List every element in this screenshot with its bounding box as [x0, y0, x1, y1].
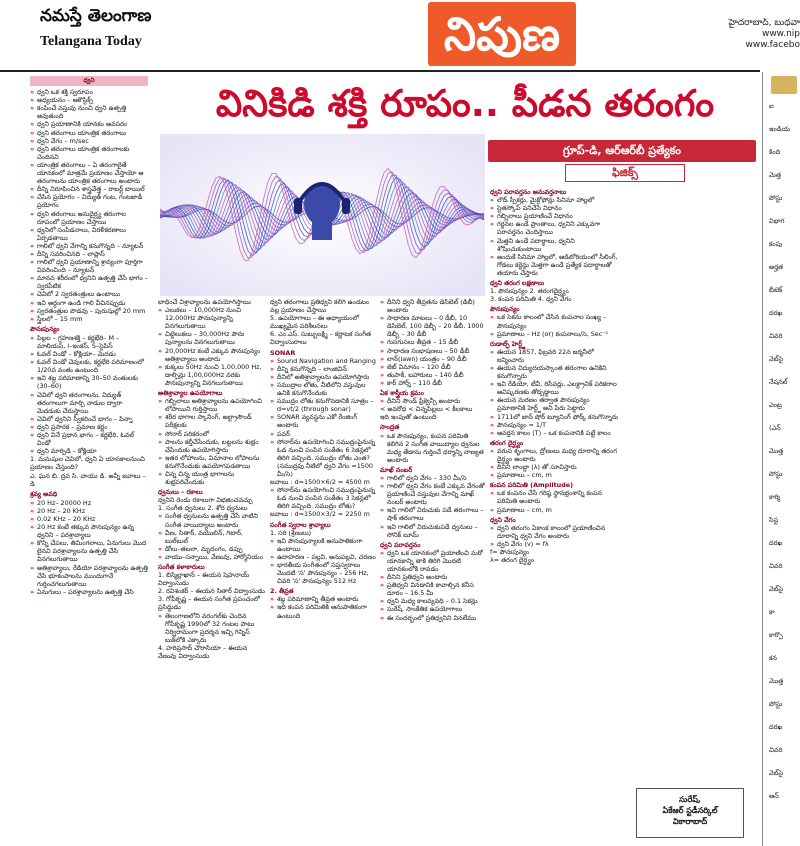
- bullet-item: » చిన్న చిన్న యంత్ర భాగాలను శుభ్రపరిచేందుకు: [158, 470, 266, 486]
- bullet-item: » ఒక పౌనఃపున్యం, కంపన పరిమితి కలిగిన 2 సంగీత వాయిద్యాల ధ్వనుల మధ్య తేడాను గుర్తించే ధర్మాన్ని నాణ్యత అంటారు: [380, 432, 486, 464]
- bullet-item: » ధ్వని వినే ప్రధాన భాగం – కర్ణభేరి, ఓవల్ విండో: [30, 431, 148, 447]
- bullet-item: » ప్రమాణాలు – cm, m: [490, 506, 620, 514]
- strip-line: విభాగ: [769, 217, 785, 225]
- bullet-item: » ధ్వని తరంగాలు యాంత్రిక తరంగాలకు చెందినవి: [30, 145, 148, 161]
- text-line: 2. రవిశంకర్ – ఈయన సితార్ విద్వాంసుడు: [158, 587, 265, 596]
- bullet-item: » సాధారణ మాటలు – 0 డీబీ, 10 డెసిబెల్, 100 డెబ్బీ – 20 డీబీ, 1000 డెబ్బీ – 30 డీబీ: [380, 314, 486, 338]
- bullet-item: » ఇవి పౌనఃపున్యాలకి ఆనుపాతికంగా ఉంటాయి: [270, 537, 376, 553]
- bullet-item: » గాలిలో ధ్వని ప్రయాణాన్ని శ్రావ్యంగా పూర్తిగా వివరించింది – న్యూటన్: [30, 258, 148, 274]
- bullet-item: » సోనార్‌ను ఉపయోగించి సముద్రంపైనున్న ఓడ నుంచి పంపిన సంకేతం 3 సెకన్లలో తిరిగి వచ్చింది. సముద్రం లోతు?: [270, 486, 376, 510]
- bullet-item: » గబ్బిలాలు అతిశ్రావ్యాలను ఉపయోగించి లోపాయిని గుర్తిస్తాయి: [158, 397, 266, 413]
- bullet-item: » చెవిలో ధ్వనిని స్వీకరించే భాగం – పిన్నా: [30, 415, 148, 423]
- strip-line: బీటెక్: [769, 286, 783, 294]
- strip-line: వెబ్‌సై: [769, 585, 784, 593]
- subheading: ధ్వని పరావర్తనం అనువర్తనాలు: [490, 188, 567, 196]
- subheading: 2. తీవ్రత: [270, 587, 294, 596]
- section-title: నిపుణ: [428, 2, 576, 66]
- text-line: 1. సరి (శ్రేణులు): [270, 528, 312, 537]
- strip-line: వెబ్‌సై: [769, 769, 784, 777]
- text-line: λ= తరంగ దైర్ఘ్యం: [490, 556, 535, 565]
- author-institute: ఏకేఆర్ స్టడీసర్కిల్: [662, 806, 718, 815]
- text-line: ధ్వని తరంగాలు ప్రతిధ్వని కలిగి ఉండటం వల్ల ప్రయాణం చేస్తాయి: [270, 298, 370, 315]
- text-line: ధ్వనిని రెండు రకాలుగా విభజించవచ్చు: [158, 496, 253, 505]
- subheading: మాఖ్ నంబర్: [380, 465, 413, 474]
- masthead-line: www.nip: [761, 29, 800, 39]
- bullet-item: » వాయు–సన్నాయి, వేణువు, హార్మోనియం: [158, 553, 266, 561]
- bullet-item: » ధ్వని తరంగాలు యాంత్రిక తరంగాలు: [30, 129, 148, 137]
- bullet-item: » ధ్వని వేగం – m/sec: [30, 137, 148, 145]
- text-line: బాధించే విశ్రావ్యాలను ఉపయోగిస్తాయి: [158, 298, 251, 306]
- bullet-item: » లౌడ్ స్పీకర్లు, మైక్రోఫోన్లు సినిమా హాల్లలో: [490, 196, 620, 204]
- subheading: కంపన పరిమితి (Amplitude): [490, 481, 574, 490]
- mcq-question: 1. మనుషుల చెవిలో, ధ్వని ఏ యానకాలనుంచి ప్రయాణం చేస్తుంది?: [30, 455, 145, 472]
- bullet-item: » అందుకే సినిమా హాల్లలో, ఆడిటోరియంలో సీలింగ్, గోడలు కర్టెన్లు మెత్తగా ఉండే ప్రత్యేక పదార్థాలతో తయారు చేస్తారు: [490, 253, 620, 277]
- bullet-item: » గాలిలో ధ్వని వేగం – 330 మీ/సె: [380, 474, 486, 482]
- text-line: 1. బిస్మిల్లాఖాన్ – ఈయన షెహనాయ్ విద్వాంసుడు: [158, 571, 250, 588]
- text-line: 6. ఎం.ఎస్. సుబ్బులక్ష్మి – కర్ణాటక సంగీత విద్వాంసురాలు: [270, 330, 371, 347]
- bullet-item: » మెత్తని ఉండే పదార్థాలు, ధ్వనిని శోషించుకుంటాయి: [490, 237, 620, 253]
- bullet-item: » ఇవి గాలిలో విరుచుకుపడే ధ్వనులు – సోనిక్ బూమ్: [380, 523, 486, 539]
- text-line: జవాబు : d=1500×3/2 = 2250 m: [270, 510, 370, 519]
- bullet-item: » ప్రమాణాలు – cm, m: [490, 471, 620, 479]
- bullet-item: » పౌనఃపున్యం = 1/T: [490, 421, 620, 429]
- subheading: ఏక శాస్త్రీయ క్రమం: [380, 389, 424, 398]
- bullet-item: » ఉదాహరణ – పల్లవి, అనుపల్లవి, చరణం: [270, 553, 376, 561]
- strip-line: వెబ్‌సై: [769, 355, 784, 363]
- author-location: వికారాబాద్: [672, 817, 708, 826]
- strip-line: కన: [769, 654, 777, 662]
- subheading: ధ్వని తరంగ లక్షణాలు: [490, 279, 545, 288]
- bullet-item: » SONAR వ్యవస్థను ఎకో రేంజింగ్ అంటారు: [270, 413, 376, 429]
- bullet-item: » సంగీత ధ్వనులను ఉత్పత్తి చేసే వాటిని సంగీత వాయిద్యాలు అంటారు: [158, 512, 266, 528]
- strip-line: పోస్టు: [769, 194, 783, 202]
- strip-line: కార్మి: [769, 493, 780, 501]
- text-line: ఇది ఇంపుతో ఉంటుంది: [380, 413, 437, 422]
- bullet-item: » వరుస శృంగాలు, ద్రోణులు మధ్య దూరాన్ని తరంగ దైర్ఘ్యం అంటారు: [490, 447, 620, 463]
- bullet-item: » ప్రతిధ్వని వినడానికి కావాల్సిన కనీస దూరం – 16.5 మీ: [380, 581, 486, 597]
- right-notification-strip: [762, 72, 800, 846]
- bullet-item: » గాలిలో ధ్వని వేగం కంటే ఎక్కువ వేగంతో ప్రయాణించే వస్తువుల వేగాన్ని మాఖ్ నంబర్ అంటారు: [380, 482, 486, 506]
- left-heading: శ్రవ్య అవధి: [30, 489, 58, 498]
- strip-line: దరఖ: [769, 539, 783, 547]
- author-name: సురేష్,: [679, 795, 701, 804]
- bullet-item: » సురేష్, సాంకేతిక ఉపయోగాలు: [380, 605, 486, 613]
- bullet-item: » ధ్వని తరంగం ఏకాంక కాలంలో ప్రయాణించిన దూరాన్ని ధ్వని వేగం అంటారు: [490, 524, 620, 540]
- strip-line: మొత్త: [769, 447, 784, 455]
- article-column-1: [158, 298, 266, 842]
- bullet-item: » ఎలుకలు – 10,000Hz నుంచి 12,000Hz పౌనఃపున్యాన్ని వినగలుగుతాయి: [158, 306, 266, 330]
- author-box: [636, 788, 744, 838]
- bullet-item: » చెవిలో 2 స్వరతంత్రులు ఉంటాయి: [30, 290, 148, 298]
- text-line: 4. హరిప్రసాద్ చౌరాసియా – ఈయన వేణువు విద్వాంసుడు: [158, 643, 248, 661]
- bullet-item: » ఓవల్ విండో – కోక్లియా– మెదడు: [30, 350, 148, 358]
- masthead: [0, 0, 800, 72]
- bullet-item: » అతిశ్రావ్యాలు, రేడియో పరశ్రావ్యాలను ఉత్పత్తి చేసి భూకంపాలను ముందుగానే గుర్తించగలుగుతాయి: [30, 564, 148, 588]
- bullet-item: » దీనిని లాంబ్డా (λ) తో సూచిస్తారు: [490, 463, 620, 471]
- waveform-graphic: [160, 134, 485, 296]
- bullet-item: » 0.02 KHz – 20 KHz: [30, 515, 148, 523]
- bullet-item: » ఈ సందర్భంలో ప్రతిధ్వనిని వినలేము: [380, 614, 486, 622]
- bullet-item: » ఆవర్తన కాలం (T) – ఒక కంపనానికి పట్టే కాలం: [490, 429, 620, 437]
- bullet-item: » గాలిలో ధ్వని వేగాన్ని కనుగొన్నది – న్యూటన్: [30, 242, 148, 250]
- bullet-item: » ఇతర లోహాలను, విమానాల లోపాలను కనుగొనేందుకు ఉపయోగపడతాయి: [158, 454, 266, 470]
- newspaper-logo: [40, 6, 190, 50]
- bullet-item: » ధ్వని మధ్య కాలవ్యవధి – 0.1 సెకన్లు: [380, 597, 486, 605]
- bullet-item: » కొన్ని చేపలు, తిమింగలాలు, ఏనుగులు మొద లైనవి పరశ్రావ్యాలను ఉత్పత్తి చేసి వినగలుగుతాయి: [30, 539, 148, 563]
- strip-line: కింది: [769, 148, 781, 156]
- bullet-item: » ధ్వనిలో సంపీడనాలు, విరళీకరణాలు ఏర్పడతాయి: [30, 226, 148, 242]
- bullet-item: » ధ్వని ఒక శక్తి స్వరూపం: [30, 88, 148, 96]
- bullet-item: » ధ్వని ప్రసారక – ప్రమాణ కర్ణం: [30, 423, 148, 431]
- bullet-item: » గుసగుసలు తీవ్రత – 15 డీబీ: [380, 338, 486, 346]
- text-line: జవాబు : d=1500×6/2 = 4500 m: [270, 478, 370, 487]
- text-line: f= పౌనఃపున్యం: [490, 548, 530, 557]
- bullet-item: » ఇది కంపన పరిమితికి ఆనుపాతికంగా ఉంటుంది: [270, 603, 376, 619]
- bullet-item: » 20 Hz – 20 KHz: [30, 507, 148, 515]
- subheading: ధ్వనులు – రకాలు: [158, 488, 203, 497]
- left-heading: పౌనఃపున్యం: [30, 324, 60, 333]
- bullet-item: » ధ్వని ప్రయాణానికి యానకం అవసరం: [30, 120, 148, 128]
- books-icon: [771, 76, 797, 94]
- bullet-item: » ఈయన మరణం తర్వాత పౌనఃపున్యం ప్రమాణానికి హెర్ట్జ్ అని పేరు పెట్టారు: [490, 396, 620, 412]
- strip-line: ఎంట్ర: [769, 401, 782, 409]
- text-line: 3. కంపన పరిమితి 4. ధ్వని వేగం: [490, 295, 572, 304]
- article-headline: వినికిడి శక్తి రూపం.. పీడన తరంగం: [215, 82, 715, 125]
- subheading: సాంద్రత: [380, 423, 400, 432]
- bullet-item: » దీనిని సౌండ్ ఫ్రీక్వెన్సీ అంటారు: [380, 397, 486, 405]
- subheading: పౌనఃపున్యం: [490, 305, 520, 314]
- strip-line: అర్హత: [769, 263, 784, 271]
- bullet-item: » ఈయన విద్యుదయస్కాంత తరంగాల ఉనికిని కనుగొన్నారు: [490, 364, 620, 380]
- bullet-item: » ధ్వని ఒక యానకంలో ప్రయాణించి మరో యానకాన్ని తాకి తిరిగి మొదటి యానకంలోకి రావడం: [380, 549, 486, 573]
- bullet-item: » డోలు–తబలా, మృదంగం, డప్పు: [158, 545, 266, 553]
- bullet-item: » మానవ శరీరంలో ధ్వనిని ఉత్పత్తి చేసే భాగం – స్వరపేటిక: [30, 274, 148, 290]
- bullet-item: » యాంత్రిక తరంగాలు – ఏ తరంగాలైతే యానకంలో మాత్రమే ప్రయాణం చేస్తాయో ఆ తరంగాలను యాంత్రిక తరంగాలు అంటారు: [30, 161, 148, 185]
- text-line: < అవరోధ < చిన్నపిల్లలు < కీలకాలు: [380, 405, 473, 414]
- bullet-item: » పాలను కల్తీచేసేందుకు, బట్టలను శుభ్రం చేసేందుకు ఉపయోగిస్తారు: [158, 438, 266, 454]
- bullet-item: » Sound Navigation and Ranging: [270, 357, 376, 365]
- bullet-item: » 20 Hz కంటే తక్కువ పౌనఃపున్యం ఉన్న ధ్వనిని – పరశ్రావ్యాలు: [30, 523, 148, 539]
- text-line: 1. సంగీత ధ్వనులు 2. శోర ధ్వనులు: [158, 504, 248, 513]
- bullet-item: » చిట్టెలుకలు – 30,000Hz పౌనః పున్యాలను వినగలుగుతాయి: [158, 330, 266, 346]
- bullet-item: » శరీర భాగాల స్కానింగ్, అల్ట్రాసౌండ్ పరీక్షలకు: [158, 413, 266, 429]
- bullet-item: » పిల్లల – గ్రహణశక్తి – కర్ణభేరి– M – మాలియస్, I–ఇంకస్, S–స్టెపిస్: [30, 334, 148, 350]
- masthead-line: హైదరాబాద్, బుధవా: [728, 18, 800, 28]
- subheading: సంగీత కళాకారులు: [158, 563, 205, 571]
- bullet-item: » లాన్(lawn) యంత్రం – 90 డీబీ: [380, 355, 486, 363]
- text-line: 3. గోపీకృష్ణ – ఈయన సంగీత ప్రపంచంలో ప్రసిద్ధుడు: [158, 595, 261, 612]
- logo-english: Telangana Today: [40, 34, 142, 49]
- bullet-item: » గర్జనల ఉండే ప్రాంతాలు, ధ్వనిని ఎక్కువగా పరావర్తనం చెందిస్తాయి: [490, 220, 620, 236]
- strip-line: మొత్త: [769, 677, 784, 685]
- article-column-4: [490, 186, 620, 842]
- strip-line: కంపు: [769, 240, 783, 248]
- bullet-item: » తెలంగాణలోని వరంగల్‌కు చెందిన గోపీకృష్ణ 1990లో 32 గంటల పాటు నిర్విరామంగా ప్రదర్శన ఇచ్చి గిన్నిస్ బుక్‌లోకి ఎక్కారు: [158, 612, 266, 644]
- strip-line: దరఖ: [769, 309, 783, 317]
- masthead-line: www.facebo: [745, 40, 800, 50]
- bullet-item: » స్వరతంత్రుల పొడవు – పురుషుల్లో 20 mm: [30, 307, 148, 315]
- strip-line: సిస్ట: [769, 516, 779, 524]
- strip-line: ఐ: [769, 102, 774, 110]
- subheading: అతిశ్రావ్యాల ఉపయోగాలు: [158, 389, 223, 398]
- bullet-item: » సముద్రం లోతు కనుగొనడానికి సూత్రం – d=vt/2 (through sonar): [270, 397, 376, 413]
- bullet-item: » దీనిని ప్రతిధ్వని అంటారు: [380, 573, 486, 581]
- subject-label: ఫిజిక్స్: [565, 164, 685, 182]
- masthead-info: [650, 18, 800, 51]
- subheading: సంగీత స్వరాల శ్రావ్యాలు: [270, 520, 331, 529]
- bullet-item: » దీన్ని కనుగొన్నది – లాంజివిన్: [270, 365, 376, 373]
- bullet-item: » వీణ, సితార్, వయొలిన్, గిటార్, బుల్‌బుల్: [158, 529, 266, 545]
- bullet-item: » సముద్రాల లోతు, నీటిలోని వస్తువుల ఉనికి కనుగొనేందుకు: [270, 381, 376, 397]
- bullet-item: » సోనార్‌ను ఉపయోగించి సముద్రంపైనున్న ఓడ నుంచి పంపిన సంకేతం 6 సెకన్లలో తిరిగి వచ్చింది. సముద్రం లోతు ఎంత? (సముద్రపు నీటిలో ధ్వని వేగం =1500 మీ/సె): [270, 438, 376, 478]
- bullet-item: » ఒక కంపనం చేసే గరిష్ఠ స్థానభ్రంశాన్ని కంపన పరిమితి అంటారు: [490, 489, 620, 505]
- bullet-item: » పవర్: [270, 430, 376, 438]
- bullet-item: » ఇవి గాలిలో విరుచుకు పడే తరంగాలు – షాక్ తరంగాలు: [380, 506, 486, 522]
- bullet-item: » ప్రమాణాలు – Hz (or) కంపనాలు/సె, Sec⁻¹: [490, 330, 620, 338]
- article-column-3: [380, 298, 486, 842]
- bullet-item: » అధ్యయనం – ఆకౌస్టిక్స్: [30, 96, 148, 104]
- strip-line: చివరి: [769, 746, 783, 754]
- bullet-item: » దీన్ని సవరించినది – లాప్లాస్: [30, 250, 148, 258]
- strip-line: కార్పొ: [769, 631, 783, 639]
- bullet-item: » 20 Hz– 20000 Hz: [30, 499, 148, 507]
- subheading: రుడాల్ఫ్ హెర్ట్జ్: [490, 339, 526, 348]
- subheading: ధ్వని వేగం: [490, 515, 516, 524]
- subheading: తరంగ దైర్ఘ్యం: [490, 438, 524, 447]
- subheading: ధ్వని పరావర్తనం: [380, 540, 421, 549]
- bullet-item: » 20,000Hz కంటే ఎక్కువ పౌనఃపున్యం అతిశ్రావ్యాలు అంటారు: [158, 347, 266, 363]
- bullet-item: » ధ్వని తరంగాలు అనుదైర్ఘ్య తరంగాల రూపంలో ప్రయాణం చేస్తాయి: [30, 210, 148, 226]
- bullet-item: » కుక్కలు 50Hz నుంచి 1,00,000 Hz, డాల్ఫిన్లు 1,00,000Hz వరకు పౌనఃపున్యాన్ని వినగలుగుతాయి: [158, 363, 266, 387]
- bullet-item: » ఓవల్ విండో చెవులకు, కర్ణభేరి పరిమాణంలో 1/20వ వంతు ఉంటుంది: [30, 358, 148, 374]
- bullet-item: » గబ్బిలాలు ప్రయాణించే విధానం: [490, 212, 620, 220]
- bullet-item: » దీనిలో అతిశ్రావ్యాలను ఉపయోగిస్తారు: [270, 373, 376, 381]
- strip-line: కా: [769, 608, 775, 616]
- strip-line: నేషనల్: [769, 378, 788, 386]
- left-column: [30, 76, 148, 842]
- bullet-item: » కంపించే వస్తువు నుంచి ధ్వని ఉత్పత్తి అవుతుంది: [30, 104, 148, 120]
- bullet-item: » 1711లో జాన్ షోర్ ట్యూనింగ్ ఫోర్క్ కనుగొన్నారు: [490, 413, 620, 421]
- bullet-item: » దీన్ని నిరూపించిన శాస్త్రవేత్త – రాబర్ట్ బాయిల్: [30, 185, 148, 193]
- strip-line: పోస్టు: [769, 470, 783, 478]
- bullet-item: » ధ్వని వేగం (v) = fλ: [490, 540, 620, 548]
- strip-line: (ఎన్: [769, 424, 781, 432]
- bullet-item: » ఇవి శబ్ద పరిమాణాన్ని 30–50 వంతులకు (30–60): [30, 374, 148, 390]
- bullet-item: » స్త్రీలలో – 15 mm: [30, 315, 148, 323]
- bullet-item: » జెట్ విమానం – 120 డీబీ: [380, 363, 486, 371]
- bullet-item: » సాధారణ సంభాషణలు – 50 డీబీ: [380, 347, 486, 355]
- bullet-item: » శబ్ద పరిమాణాన్ని తీవ్రత అంటారు: [270, 595, 376, 603]
- bullet-item: » సోనార్ పరికరంలో: [158, 430, 266, 438]
- bullet-item: » చెవిలో ధ్వని తరంగాలను, విద్యుత్ తరంగాలుగా మార్చి నాడుల ద్వారా మెదడుకు చేరుస్తాయి: [30, 391, 148, 415]
- bullet-item: » ధ్వని మార్పిడి – కోక్లియా: [30, 447, 148, 455]
- bullet-item: » ఇవి అర్ధంగా ఉండి గాలి వీచినప్పుడు: [30, 299, 148, 307]
- bullet-item: » కార్ హార్న్ – 110 డీబీ: [380, 379, 486, 387]
- logo-telugu: నమస్తే తెలంగాణ: [40, 6, 152, 26]
- strip-line: ఇండియ: [769, 125, 790, 133]
- bullet-item: » ఈయన 1857, ఫిబ్రవరి 22న జర్మనీలో జన్మించారు: [490, 348, 620, 364]
- exam-banner: గ్రూప్-డి, ఆర్ఆర్‌బీ ప్రత్యేకం: [488, 140, 756, 162]
- bullet-item: » దీనిని ధ్వని తీవ్రతను డెసిబెల్ (డిబీ) అంటారు: [380, 298, 486, 314]
- sound-wave-illustration: [160, 134, 485, 296]
- text-line: 5. ఉపయోగాలు – ఈ అధ్యాయంలో ముఖ్యమైన పరిశీలనలు: [270, 314, 360, 331]
- strip-line: దరఖ: [769, 723, 783, 731]
- strip-line: ఆన్‌: [769, 792, 779, 800]
- bullet-item: » ఏనుగులు – పరశ్రావ్యాలను ఉత్పత్తి చేసి: [30, 588, 148, 596]
- bullet-item: » స్టెతస్కోప్ పనిచేసే విధానం: [490, 204, 620, 212]
- text-line: 1. పౌనఃపున్యం 2. తరంగదైర్ఘ్యం: [490, 287, 569, 296]
- strip-line: పోస్టు: [769, 700, 783, 708]
- mcq-options: ఎ. ఘన బి. ద్రవ సి. వాయు డి. అన్నీ జవాబు – డి: [30, 471, 146, 488]
- strip-line: మెత్త: [769, 171, 781, 179]
- bullet-item: » తుపాకీ, బహారులు – 140 డీబీ: [380, 371, 486, 379]
- bullet-item: » భారతీయ సంగీతంలో సప్తస్వరాలు మొదటి 'స' పౌనఃపున్యం – 256 Hz, చివరి 'స' పౌనఃపున్యం 512 Hz: [270, 561, 376, 585]
- strip-line: చివరి: [769, 332, 783, 340]
- masthead-rule: [0, 70, 760, 72]
- bullet-item: » చేసిన ప్రయోగం – విద్యుత్ గంట, గంటజాడీ ప్రయోగం: [30, 193, 148, 209]
- bullet-item: » ఇవి రేడియో, టీవీ, రిసీవర్లు, ఎలక్ట్రానిక్ పరికరాల ఆవిష్కరణకు తోడ్పడ్డాయి: [490, 380, 620, 396]
- bullet-item: » ఒక సెకను కాలంలో చేసిన కంపనాల సంఖ్య – పౌనఃపున్యం: [490, 313, 620, 329]
- strip-line: చివరి: [769, 562, 783, 570]
- left-section-tag: ధ్వని: [30, 76, 148, 86]
- subheading: SONAR: [270, 348, 296, 357]
- article-column-2: [270, 298, 376, 842]
